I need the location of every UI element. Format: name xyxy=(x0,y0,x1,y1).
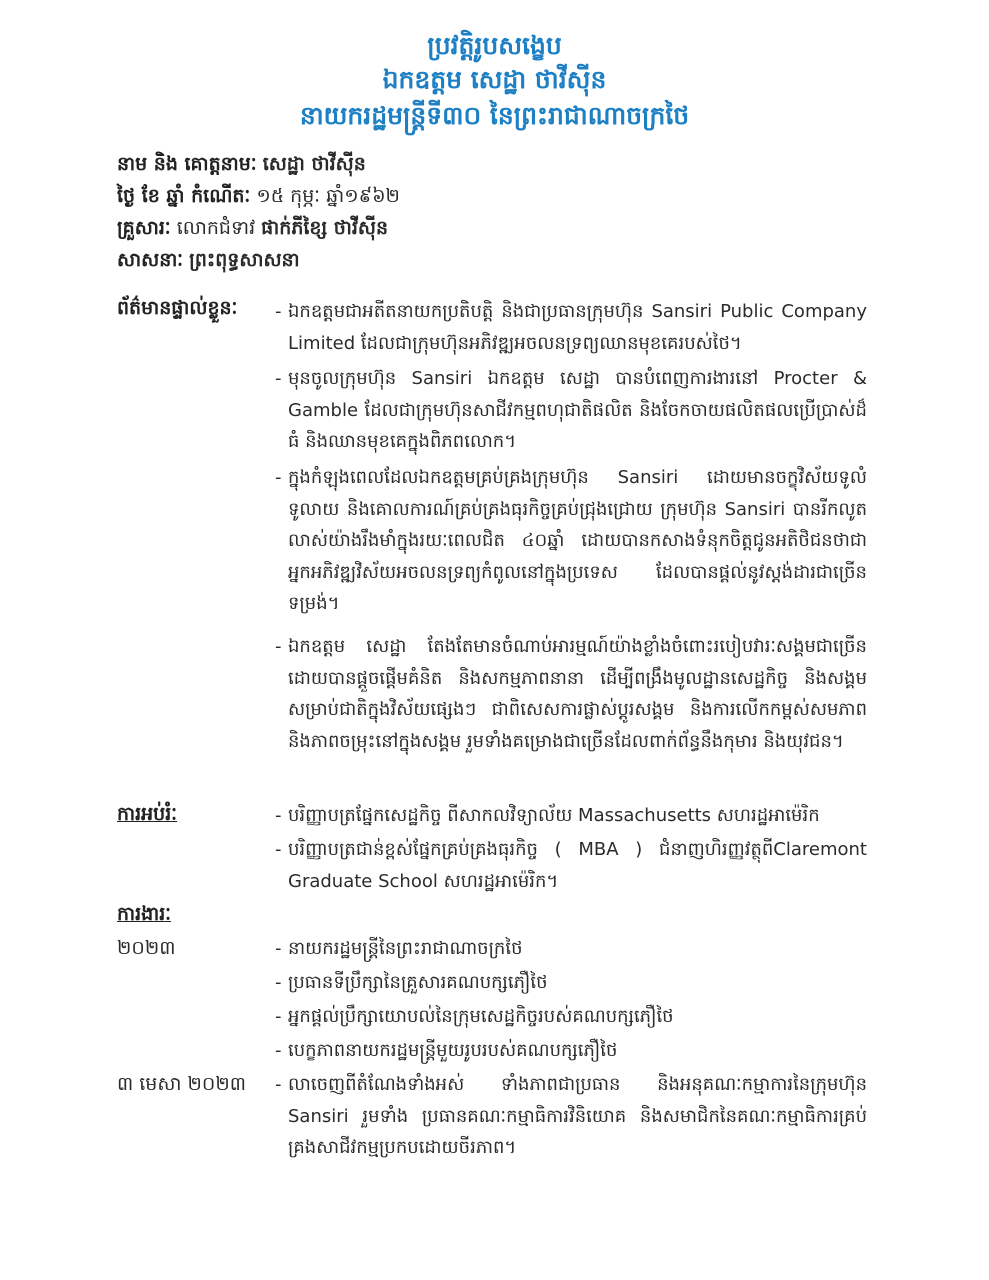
bio-section-label: ព័ត៌មានផ្ទាល់ខ្លួនៈ xyxy=(117,297,238,319)
bio-item: - ក្នុងកំឡុងពេលដែលឯកឧត្តមគ្រប់គ្រងក្រុមហ៊ុន Sansiri ដោយមានចក្ខុវិស័យទូលំទូលាយ និងគោលការណ៍គ្រប់គ្រងធុរកិច្ចគ្រប់ជ្រុងជ្រោយ ក្រុមហ៊ុន Sansiri បានរីកលូតលាស់យ៉ាងរឹងមាំក្នុងរយៈពេលជិត ៤០ឆ្នាំ ដោយបានកសាងទំនុកចិត្តជូនអតិថិជនថាជាអ្នកអភិវឌ្ឍវិស័យអចលនទ្រព្យកំពូលនៅក្នុងប្រទេស ដែលបានផ្តល់នូវស្តង់ដារជាច្រើនទម្រង់។ xyxy=(275,467,867,614)
info-name-row xyxy=(117,148,917,180)
career-item: - នាយករដ្ឋមន្ត្រីនៃព្រះរាជាណាចក្រថៃ xyxy=(275,938,523,959)
career-item: - ប្រធានទីប្រឹក្សានៃគ្រួសារគណបក្សភឿថៃ xyxy=(275,972,548,993)
name-label: នាម និង គោត្តនាមៈ xyxy=(117,153,257,175)
career-date-april-2023: ៣ មេសា ២០២៣ xyxy=(117,1073,246,1095)
info-dob-row xyxy=(117,180,917,212)
doc-title-line-3: នាយករដ្ឋមន្ត្រីទី៣០ នៃព្រះរាជាណាចក្រថៃ xyxy=(299,101,690,130)
info-family-row xyxy=(117,212,917,244)
family-value-prefix: លោកជំទាវ xyxy=(176,217,256,239)
career-section-label: ការងារៈ xyxy=(117,903,172,925)
religion-value: ព្រះពុទ្ធសាសនា xyxy=(189,249,300,271)
doc-title-line-1: ប្រវត្តិរូបសង្ខេប xyxy=(427,31,562,60)
career-item: - បេក្ខភាពនាយករដ្ឋមន្ត្រីមួយរូបរបស់គណបក្សភឿថៃ xyxy=(275,1040,618,1061)
personal-info-block xyxy=(117,148,917,276)
education-item: - បរិញ្ញាបត្រជាន់ខ្ពស់ផ្នែកគ្រប់គ្រងធុរកិច្ច ( MBA ) ជំនាញហិរញ្ញវត្ថុពីClaremont Graduate School សហរដ្ឋអាម៉េរិក។ xyxy=(275,839,867,892)
dob-label: ថ្ងៃ ខែ ឆ្នាំ កំណើតៈ xyxy=(117,185,251,207)
dob-value: ១៥ កុម្ភៈ ឆ្នាំ១៩៦២ xyxy=(256,185,400,207)
career-year-2023: ២០២៣ xyxy=(117,937,176,959)
doc-title-line-2: ឯកឧត្តម សេដ្ឋា ថាវីស៊ីន xyxy=(382,65,607,94)
education-section-label: ការអប់រំៈ xyxy=(117,803,178,825)
family-label: គ្រួសារៈ xyxy=(117,217,171,239)
religion-label: សាសនាៈ xyxy=(117,249,184,271)
career-item: - លាចេញពីតំណែងទាំងអស់ ទាំងភាពជាប្រធាន និងអនុគណៈកម្មាការនៃក្រុមហ៊ុន Sansiri រួមទាំង ប្រធានគណៈកម្មាធិការវិនិយោគ និងសមាជិកនៃគណៈកម្មាធិការគ្រប់គ្រងសាជីវកម្មប្រកបដោយចីរភាព។ xyxy=(275,1074,867,1158)
info-religion-row xyxy=(117,244,917,276)
bio-item: - ឯកឧត្តមជាអតីតនាយកប្រតិបត្តិ និងជាប្រធានក្រុមហ៊ុន Sansiri Public Company Limited ដែលជាក្រុមហ៊ុនអភិវឌ្ឍអចលនទ្រព្យឈានមុខគេរបស់ថៃ។ xyxy=(275,301,867,354)
career-item: - អ្នកផ្តល់ប្រឹក្សាយោបល់នៃក្រុមសេដ្ឋកិច្ចរបស់គណបក្សភឿថៃ xyxy=(275,1006,674,1027)
education-item: - បរិញ្ញាបត្រផ្នែកសេដ្ឋកិច្ច ពីសាកលវិទ្យាល័យ Massachusetts សហរដ្ឋអាម៉េរិក xyxy=(275,805,820,826)
bio-item: - មុនចូលក្រុមហ៊ុន Sansiri ឯកឧត្តម សេដ្ឋា បានបំពេញការងារនៅ Procter & Gamble ដែលជាក្រុមហ៊ុនសាជីវកម្មពហុជាតិផលិត និងចែកចាយផលិតផលប្រើប្រាស់ដ៏ធំ និងឈានមុខគេក្នុងពិភពលោក។ xyxy=(275,368,867,452)
name-value: សេដ្ឋា ថាវីស៊ីន xyxy=(262,153,366,175)
family-value-name: ផាក់ភីខ្សៃ ថាវីស៊ីន xyxy=(261,217,389,239)
bio-item: - ឯកឧត្តម សេដ្ឋា តែងតែមានចំណាប់អារម្មណ៍យ៉ាងខ្លាំងចំពោះរបៀបវារៈសង្គមជាច្រើន ដោយបានផ្តួចផ្តើមគំនិត និងសកម្មភាពនានា ដើម្បីពង្រឹងមូលដ្ឋានសេដ្ឋកិច្ច និងសង្គមសម្រាប់ជាតិក្នុងវិស័យផ្សេងៗ ជាពិសេសការផ្លាស់ប្តូរសង្គម និងការលើកកម្ពស់សមភាពនិងភាពចម្រុះនៅក្នុងសង្គម រួមទាំងគម្រោងជាច្រើនដែលពាក់ព័ន្ធនឹងកុមារ និងយុវជន។ xyxy=(275,636,867,752)
